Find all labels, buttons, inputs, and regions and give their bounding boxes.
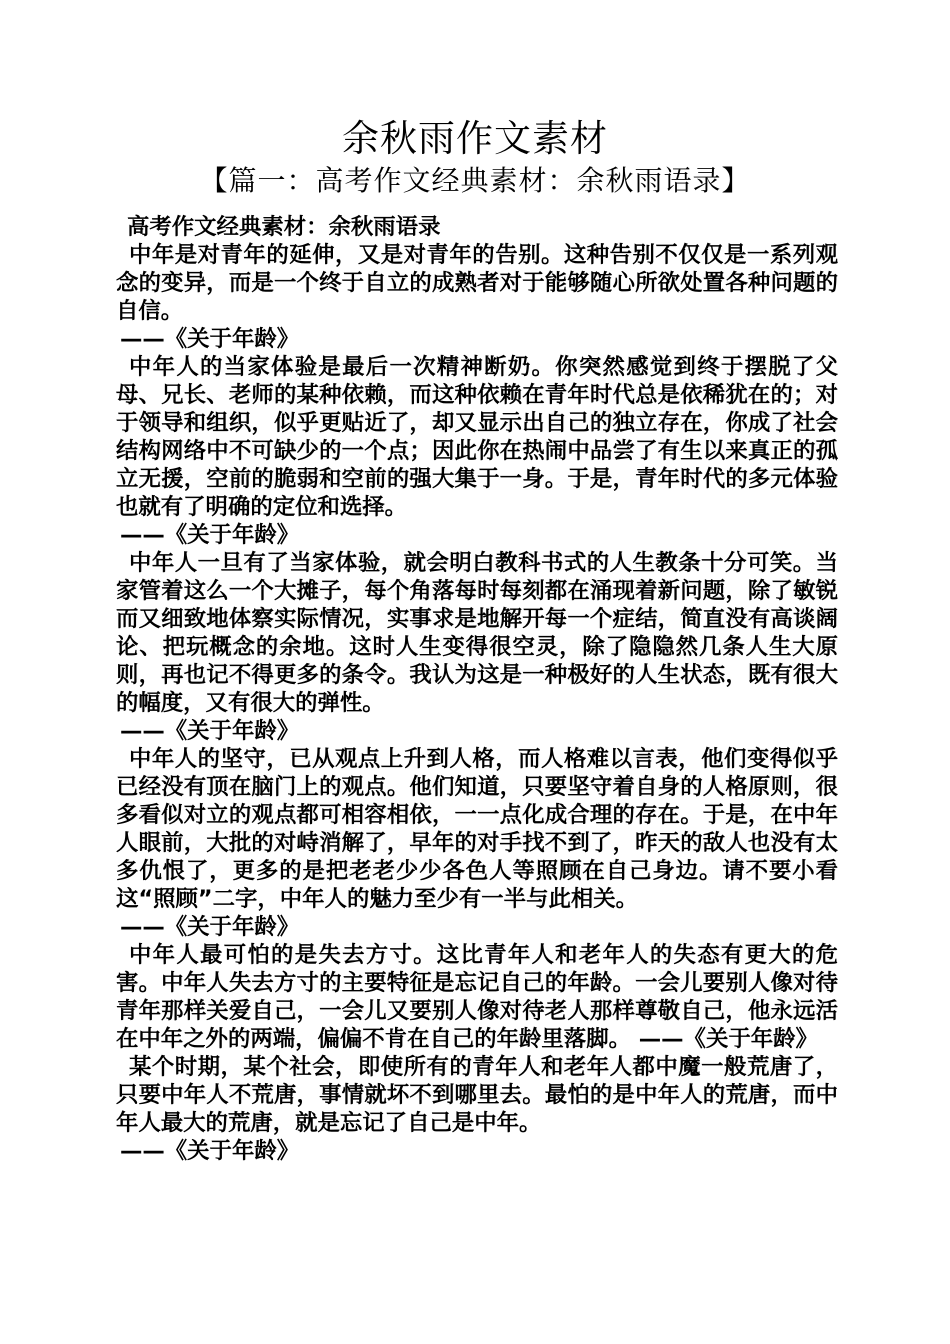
source-citation: ——《关于年龄》: [120, 522, 300, 548]
paragraph: 中年人的当家体验是最后一次精神断奶。你突然感觉到终于摆脱了父母、兄长、老师的某种依赖，而这种依赖在青年时代总是依稀犹在的；对于领导和组织，似乎更贴近了，却又显示出自己的独立存在，你成了社会结构网络中不可缺少的一个点；因此你在热闹中品尝了有生以来真正的孤立无援，空前的脆弱和空前的强大集于一身。于是，青年时代的多元体验也就有了明确的定位和选择。: [116, 354, 838, 520]
section-heading: 高考作文经典素材：余秋雨语录: [127, 214, 441, 240]
paragraph: 中年人最可怕的是失去方寸。这比青年人和老年人的失态有更大的危害。中年人失去方寸的主要特征是忘记自己的年龄。一会儿要别人像对待青年那样关爱自己，一会儿又要别人像对待老人那样尊敬自己，他永远活在中年之外的两端，偏偏不肯在自己的年龄里落脚。 ——《关于年龄》: [116, 942, 838, 1052]
document-body: [116, 213, 838, 1165]
source-citation: ——《关于年龄》: [120, 1138, 300, 1164]
paragraph: 中年是对青年的延伸，又是对青年的告别。这种告别不仅仅是一系列观念的变异，而是一个终于自立的成熟者对于能够随心所欲处置各种问题的自信。: [116, 242, 838, 324]
paragraph: 某个时期，某个社会，即使所有的青年人和老年人都中魔一般荒唐了，只要中年人不荒唐，事情就坏不到哪里去。最怕的是中年人的荒唐，而中年人最大的荒唐，就是忘记了自己是中年。: [116, 1054, 838, 1136]
document-subtitle: 【篇一：高考作文经典素材：余秋雨语录】: [199, 164, 751, 197]
paragraph: 中年人一旦有了当家体验，就会明白教科书式的人生教条十分可笑。当家管着这么一个大摊子，每个角落每时每刻都在涌现着新问题，除了敏锐而又细致地体察实际情况，实事求是地解开每一个症结，简直没有高谈阔论、把玩概念的余地。这时人生变得很空灵，除了隐隐然几条人生大原则，再也记不得更多的条令。我认为这是一种极好的人生状态，既有很大的幅度，又有很大的弹性。: [116, 550, 838, 716]
source-citation: ——《关于年龄》: [120, 914, 300, 940]
paragraph: 中年人的坚守，已从观点上升到人格，而人格难以言表，他们变得似乎已经没有顶在脑门上的观点。他们知道，只要坚守着自身的人格原则，很多看似对立的观点都可相容相依，一一点化成合理的存在。于是，在中年人眼前，大批的对峙消解了，早年的对手找不到了，昨天的敌人也没有太多仇恨了，更多的是把老老少少各色人等照顾在自己身边。请不要小看这“照顾”二字，中年人的魅力至少有一半与此相关。: [116, 746, 838, 912]
source-citation: ——《关于年龄》: [120, 326, 300, 352]
document-title: 余秋雨作文素材: [342, 117, 608, 160]
source-citation: ——《关于年龄》: [120, 718, 300, 744]
